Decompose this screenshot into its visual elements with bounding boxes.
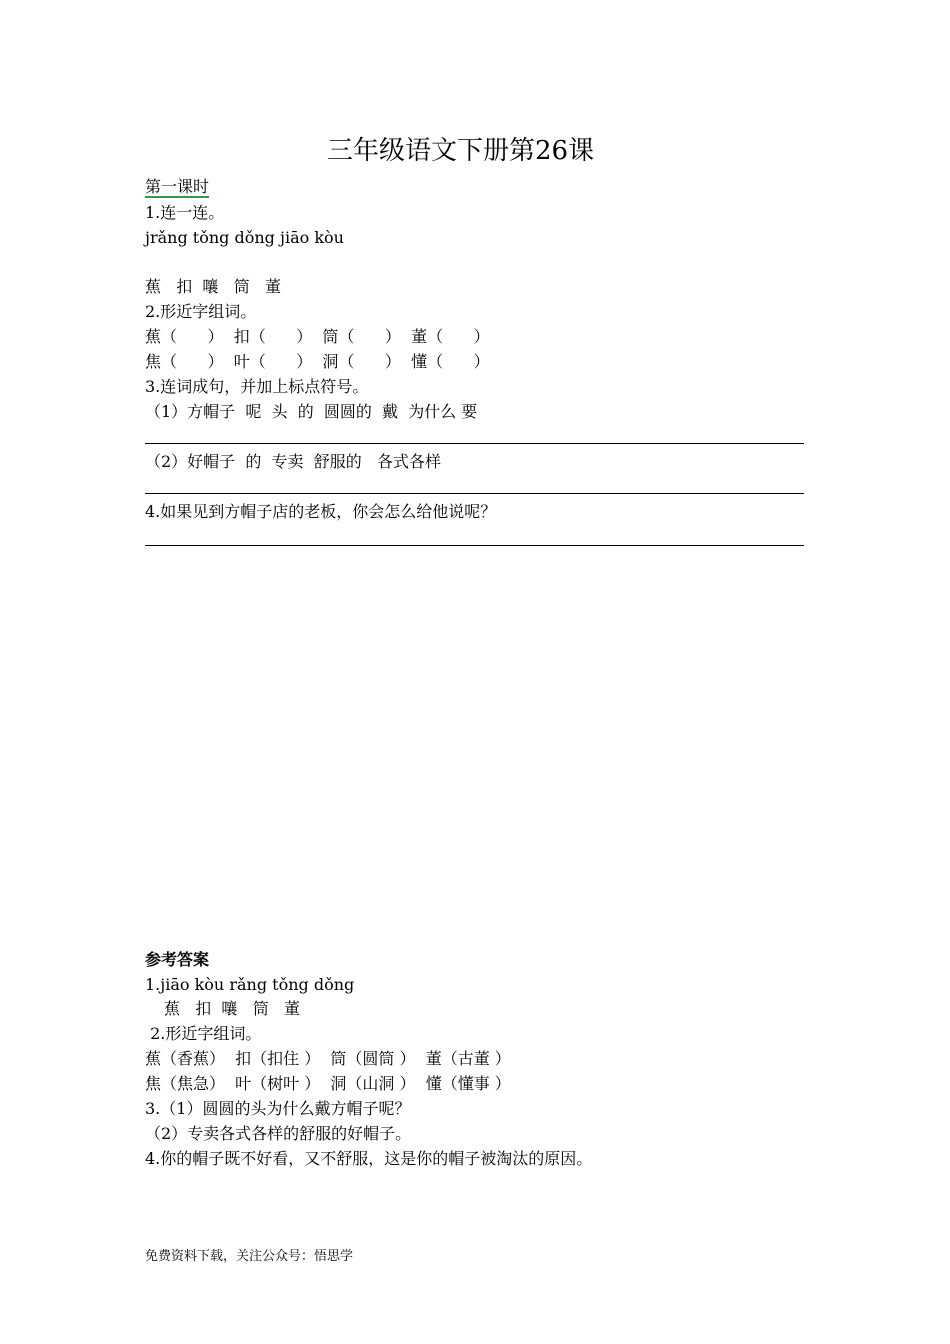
page-title: 三年级语文下册第26课 (327, 136, 595, 166)
answer-line-3 (145, 545, 804, 546)
footer-note: 免费资料下载，关注公众号：悟思学 (145, 1249, 354, 1264)
answer-2-row2: 焦（焦急） 叶（树叶 ） 洞（山洞 ） 懂（懂事 ） (145, 1074, 511, 1093)
answer-line-2 (145, 493, 804, 494)
q1-pinyin: jrǎng tǒng dǒng jiāo kòu (145, 228, 344, 247)
q3-item1: （1）方帽子 呢 头 的 圆圆的 戴 为什么 要 (145, 402, 478, 421)
answer-1-chars: 蕉 扣 嚷 筒 董 (164, 999, 300, 1018)
q2-heading: 2.形近字组词。 (145, 302, 257, 321)
answer-3-2: （2）专卖各式各样的舒服的好帽子。 (145, 1124, 412, 1143)
q1-chars: 蕉 扣 嚷 筒 董 (145, 277, 281, 296)
q3-item2: （2）好帽子 的 专卖 舒服的 各式各样 (145, 452, 441, 471)
answer-2-heading: 2.形近字组词。 (145, 1024, 262, 1043)
q1-heading: 1.连一连。 (145, 203, 225, 222)
answer-2-row1: 蕉（香蕉） 扣（扣住 ） 筒（圆筒 ） 董（古董 ） (145, 1049, 511, 1068)
answer-3-1: 3.（1）圆圆的头为什么戴方帽子呢？ (145, 1099, 411, 1118)
q2-row1: 蕉（ ） 扣（ ） 筒（ ） 董（ ） (145, 327, 490, 346)
answer-4: 4.你的帽子既不好看，又不舒服，这是你的帽子被淘汰的原因。 (145, 1149, 593, 1168)
q4-heading: 4.如果见到方帽子店的老板，你会怎么给他说呢？ (145, 502, 497, 521)
section-label: 第一课时 (145, 177, 210, 196)
answer-1-pinyin: 1.jiāo kòu rǎng tǒng dǒng (145, 975, 355, 994)
q2-row2: 焦（ ） 叶（ ） 洞（ ） 懂（ ） (145, 352, 490, 371)
answer-line-1 (145, 443, 804, 444)
q3-heading: 3.连词成句，并加上标点符号。 (145, 377, 369, 396)
answers-heading: 参考答案 (145, 950, 210, 969)
